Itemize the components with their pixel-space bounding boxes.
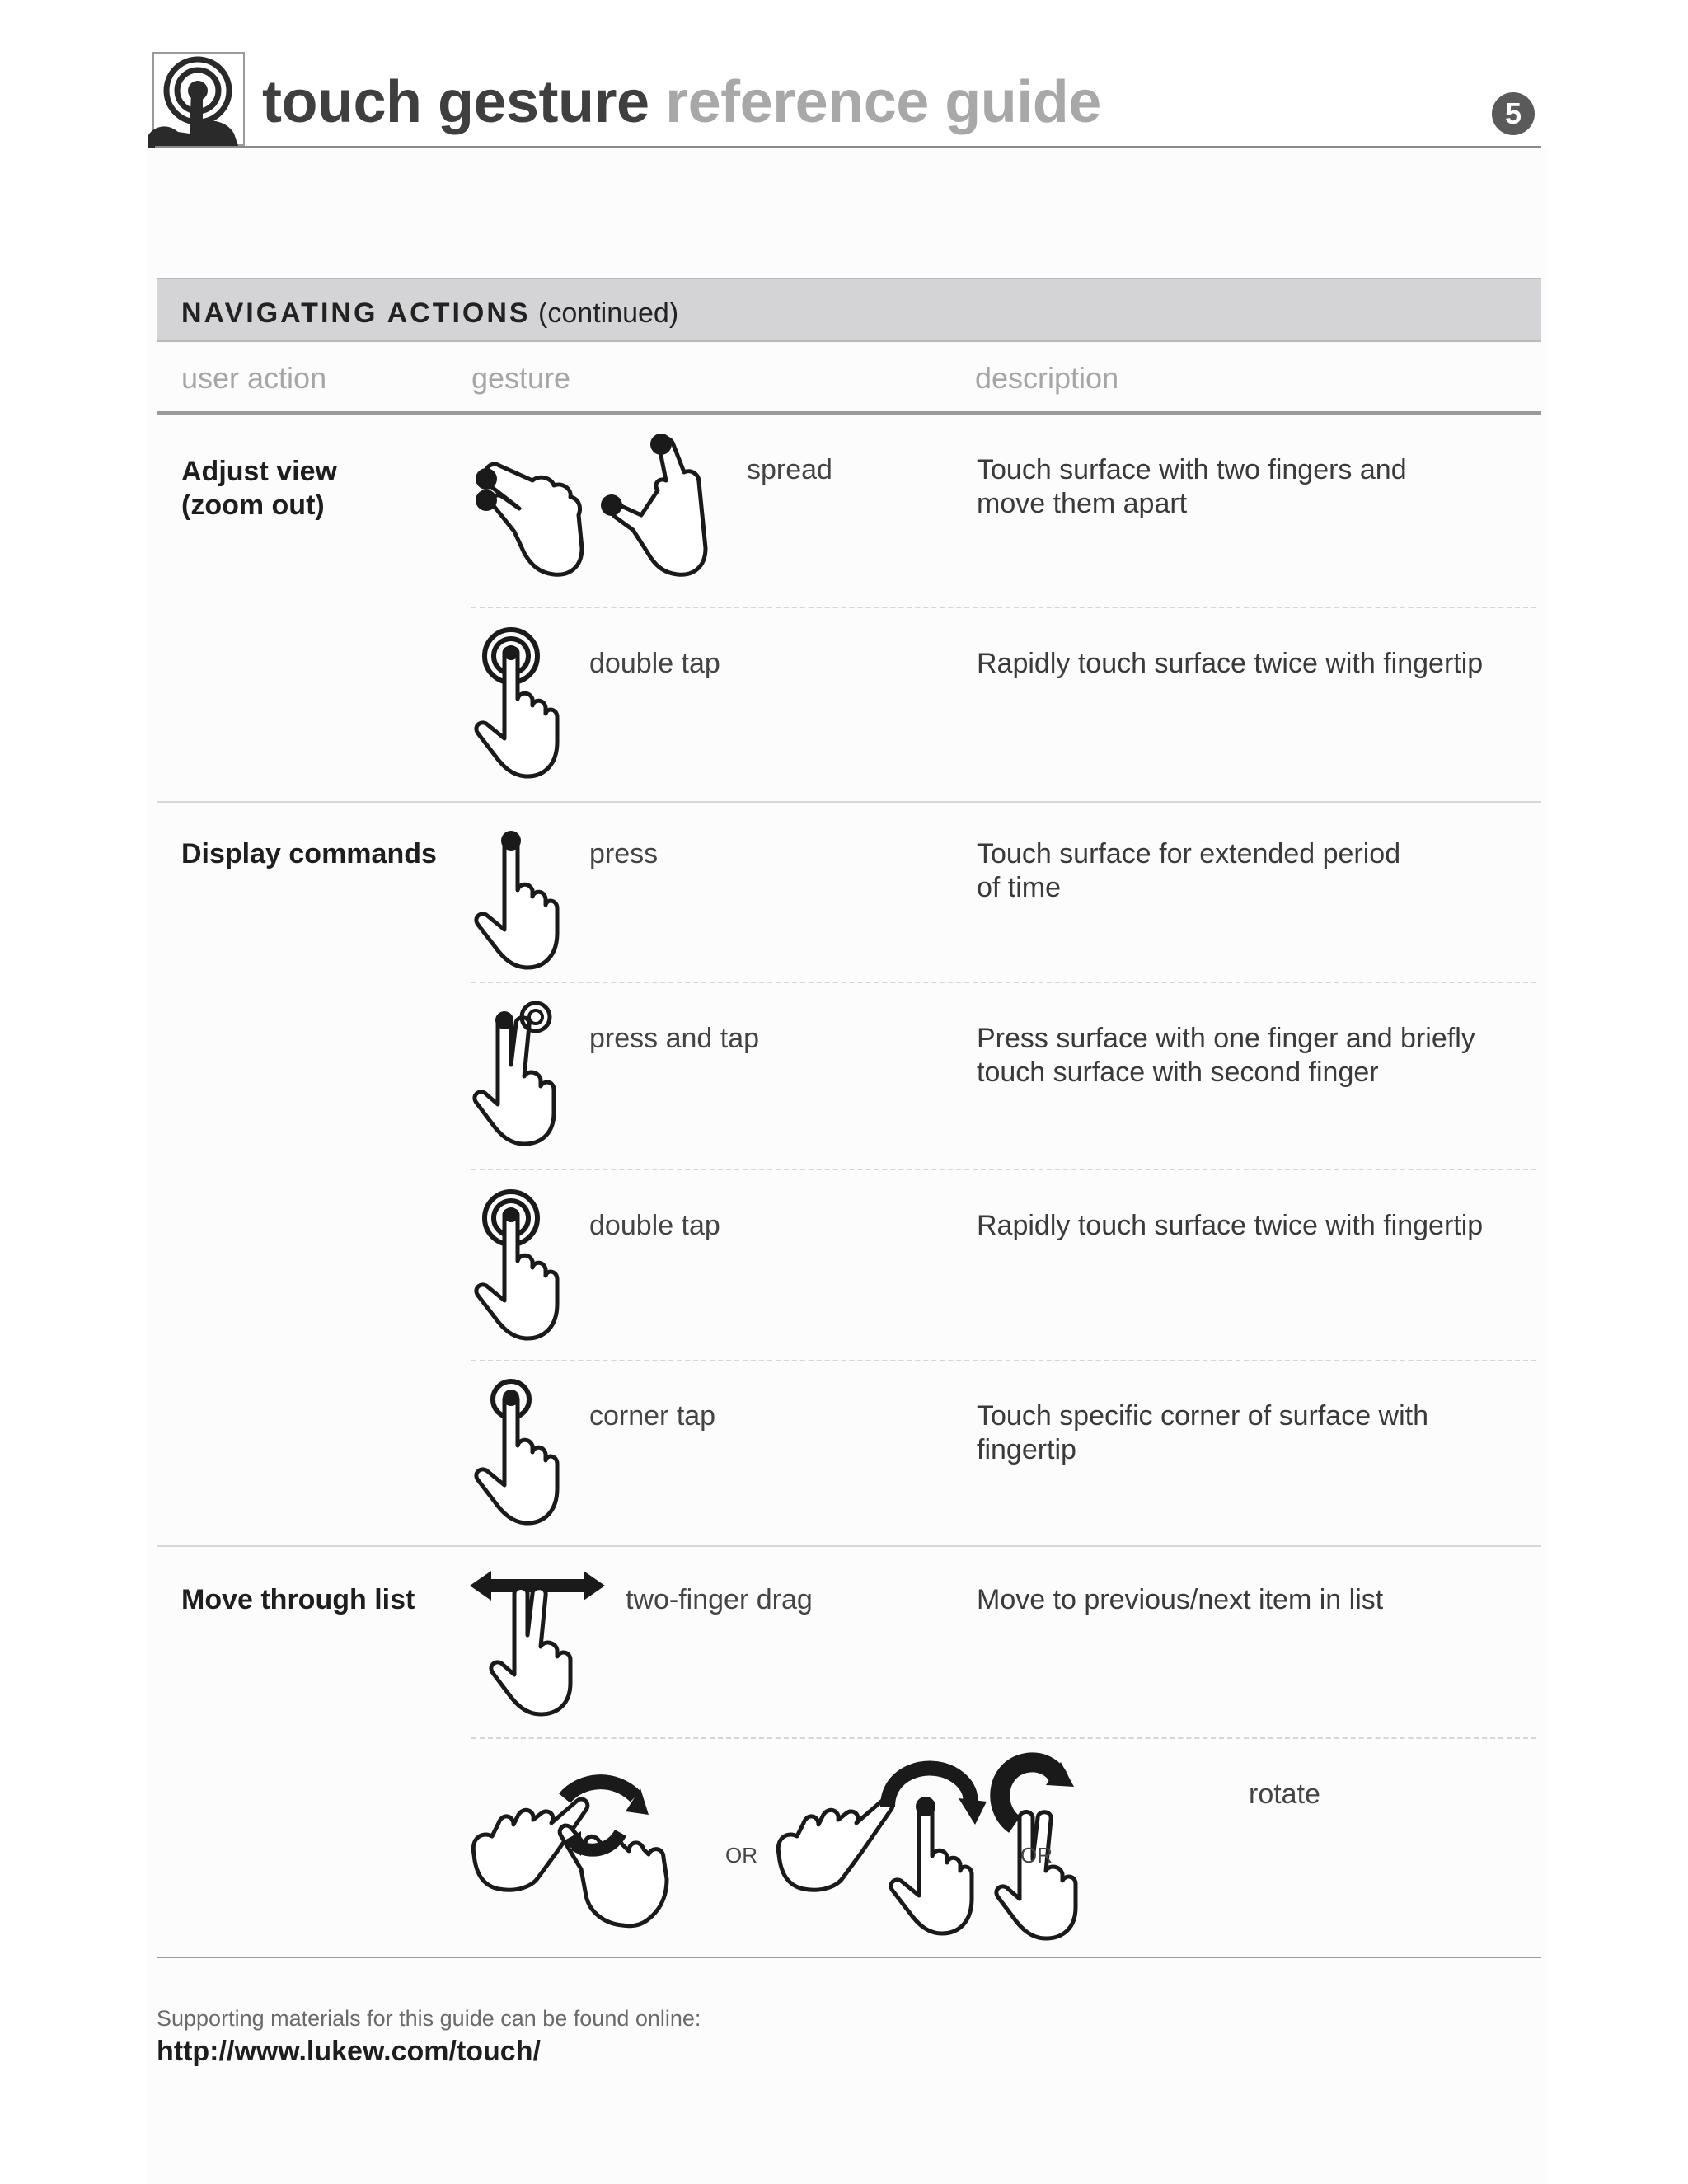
rotate-gesture-icon	[466, 1755, 1199, 1945]
press-gesture-icon	[468, 827, 592, 976]
action-display-commands: Display commands	[181, 838, 437, 869]
page-number-badge: 5	[1492, 92, 1535, 135]
section-title-note: (continued)	[538, 298, 679, 329]
header-divider	[155, 146, 1541, 148]
row-divider	[471, 1360, 1536, 1361]
gesture-label-corner-tap: corner tap	[589, 1400, 716, 1432]
page-title-dark: touch gesture	[262, 69, 649, 135]
section-title-main: NAVIGATING ACTIONS	[181, 298, 531, 329]
description-two-finger-drag: Move to previous/next item in list	[977, 1584, 1384, 1615]
section-header-bar	[157, 278, 1541, 342]
row-group-divider	[157, 801, 1541, 803]
action-adjust-view-zoom-out: Adjust view (zoom out)	[181, 456, 337, 521]
gesture-label-press-and-tap: press and tap	[589, 1023, 760, 1054]
section-title	[181, 298, 678, 330]
description-press: Touch surface for extended period of time	[977, 838, 1401, 903]
two-finger-drag-gesture-icon	[468, 1566, 608, 1722]
gesture-label-rotate: rotate	[1249, 1779, 1320, 1810]
column-header-divider	[157, 411, 1541, 415]
page-title	[262, 69, 1101, 135]
gesture-label-press: press	[589, 838, 659, 869]
page-title-light: reference guide	[665, 69, 1101, 135]
column-header-user-action: user action	[181, 361, 327, 395]
corner-tap-gesture-icon	[468, 1378, 592, 1526]
row-divider	[471, 607, 1536, 608]
footer-url-link[interactable]: http://www.lukew.com/touch/	[157, 2036, 541, 2067]
description-corner-tap: Touch specific corner of surface with fingertip	[977, 1400, 1429, 1465]
description-double-tap: Rapidly touch surface twice with fingertip	[977, 648, 1484, 679]
gesture-label-double-tap: double tap	[589, 1210, 720, 1241]
footer-note: Supporting materials for this guide can be found online:	[157, 2006, 701, 2031]
press-and-tap-gesture-icon	[468, 1001, 592, 1149]
or-label: OR	[725, 1843, 757, 1868]
double-tap-gesture-icon	[468, 1190, 592, 1338]
spread-gesture-icon	[462, 433, 734, 581]
row-divider	[471, 1737, 1536, 1739]
column-header-gesture: gesture	[471, 361, 571, 395]
description-press-and-tap: Press surface with one finger and briefly touch surface with second finger	[977, 1023, 1475, 1088]
gesture-label-two-finger-drag: two-finger drag	[626, 1584, 813, 1615]
description-double-tap: Rapidly touch surface twice with fingertip	[977, 1210, 1484, 1241]
gesture-label-spread: spread	[747, 454, 832, 485]
action-move-through-list: Move through list	[181, 1584, 415, 1615]
description-spread: Touch surface with two fingers and move them apart	[977, 454, 1407, 519]
column-header-description: description	[975, 361, 1119, 395]
row-group-divider	[157, 1545, 1541, 1547]
touch-target-logo-icon	[148, 51, 252, 148]
table-bottom-divider	[157, 1957, 1541, 1958]
gesture-label-double-tap: double tap	[589, 648, 720, 679]
or-label: OR	[1020, 1843, 1053, 1868]
double-tap-gesture-icon	[468, 628, 592, 776]
row-divider	[471, 1169, 1536, 1170]
row-divider	[471, 982, 1536, 983]
